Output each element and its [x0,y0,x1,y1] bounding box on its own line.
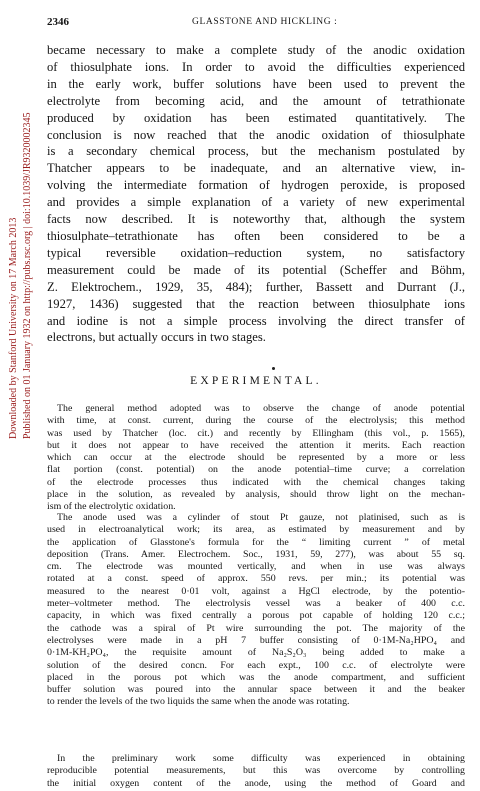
text-line: rotated at a const. speed of approx. 550 revs. per min.; its potential was [47,573,465,585]
text-line: the application of Glasstone's formula for the “ limiting current ” of metal [47,536,465,548]
text-line: place in the solution, as revealed by analysis, should throw light on the mechan- [47,489,465,501]
preliminary-paragraph [47,753,465,790]
page-number: 2346 [47,16,69,28]
text-line: meter–voltmeter method. The electrolysis vessel was a beaker of 400 c.c. [47,598,465,610]
text-line: 0·1M-KH₂PO₄, the requisite amount of Na₂S₂O₃ being added to make a [47,647,465,659]
text-line: became necessary to make a complete study of the anodic oxidation [47,43,465,57]
page-header [47,16,465,30]
text-line: deposition (Trans. Amer. Electrochem. Soc., 1931, 59, 277), was about 55 sq. [47,548,465,560]
text-line: but it does not appear to have received the attention it merits. Each reaction [47,439,465,451]
text-line: and provides a simple explanation of a variety of new experimental [47,195,465,210]
intro-paragraph [47,42,465,346]
text-line: Z. Elektrochem., 1929, 35, 484); further, Bassett and Durrant (J., [47,279,465,294]
text-line: flat portion (const. potential) on the anode potential–time curve; a correlation [47,464,465,476]
text-line: conclusion is now reached that the anodic oxidation of thiosulphate [47,127,465,142]
text-line: produced by oxidation has been estimated quantitatively. The [47,110,465,125]
text-line: buffer solution was poured into the annular space between it and the beaker [47,684,465,696]
text-line: electrolyte from becoming acid, and the amount of tetrathionate [47,93,465,108]
anode-paragraph [47,512,465,709]
general-method-paragraph [47,403,465,514]
text-line: Thatcher appears to be inadequate, and an alternative view, in- [47,161,465,176]
download-notice: Downloaded by Stanford University on 17 March 2013 [8,217,19,439]
text-line: The anode used was a cylinder of stout Pt gauze, not platinised, such as is [57,512,465,523]
text-line: facts now described. It is noteworthy that, although the system [47,212,465,227]
text-line: the cathode was a spiral of Pt wire surrounding the pot. The majority of the [47,622,465,634]
text-line: typical reversible oxidation–reduction system, no satisfactory [47,245,465,260]
text-line: in the early work, buffer solutions have been used to prevent the [47,76,465,91]
text-line: measurement could be made of its potential (Scheffer and Böhm, [47,262,465,277]
section-heading: EXPERIMENTAL. [190,375,322,387]
text-line: reproducible potential measurements, but this was overcome by controlling [47,765,465,777]
text-line: The general method adopted was to observe the change of anode potential [57,403,465,414]
text-line: cm. The electrode was mounted vertically, and when in use was always [47,561,465,573]
text-line: thiosulphate–tetrathionate has often been considered to be a [47,228,465,243]
text-line: of thiosulphate ions. In order to avoid the difficulties experienced [47,59,465,74]
text-line: which can occur at the electrode should be represented by a more or less [47,452,465,464]
text-line: and iodine is not a simple process involving the direct transfer of [47,313,465,328]
text-line: solution of the desired concn. For each expt., 100 c.c. of electrolyte were [47,659,465,671]
text-line: to render the levels of the two liquids the same when the anode was rotating. [47,696,350,708]
publication-notice[interactable]: Published on 01 January 1932 on http://pubs.rsc.org | doi:10.1039/JR9320002345 [22,112,33,439]
text-line: used in electroanalytical work; its area, as estimated by measurement and by [47,524,465,536]
running-head: GLASSTONE AND HICKLING : [192,17,338,27]
text-line: is a secondary chemical process, but the mechanism postulated by [47,144,465,159]
text-line: capacity, in which was fixed centrally a porous pot capable of holding 120 c.c.; [47,610,465,622]
text-line: with time, at const. current, during the course of the electrolysis; this method [47,415,465,427]
stray-dot [272,367,275,370]
text-line: of the electrode processes thus indicated with the chemical changes taking [47,476,465,488]
download-sidebar [2,112,46,450]
text-line: In the preliminary work some difficulty was experienced in obtaining [57,753,465,764]
text-line: placed in the porous pot which was the anode compartment, and sufficient [47,671,465,683]
text-line: was used by Thatcher (loc. cit.) and recently by Ellingham (this vol., p. 1565), [47,427,465,439]
text-line: ism of the electrolytic oxidation. [47,501,176,513]
text-line: 1927, 1436) suggested that the reaction between thiosulphate ions [47,296,465,311]
text-line: electrolyses were made in a pH 7 buffer consisting of 0·1M-Na₂HPO₄ and [47,634,465,646]
text-line: measured to the nearest 0·01 volt, against a HgCl electrode, by the potentio- [47,585,465,597]
text-line: electrons, but actually occurs in two stages. [47,330,266,345]
text-line: the initial oxygen content of the anode, using the method of Goard and [47,777,465,789]
text-line: volving the intermediate formation of hydrogen peroxide, is proposed [47,178,465,193]
